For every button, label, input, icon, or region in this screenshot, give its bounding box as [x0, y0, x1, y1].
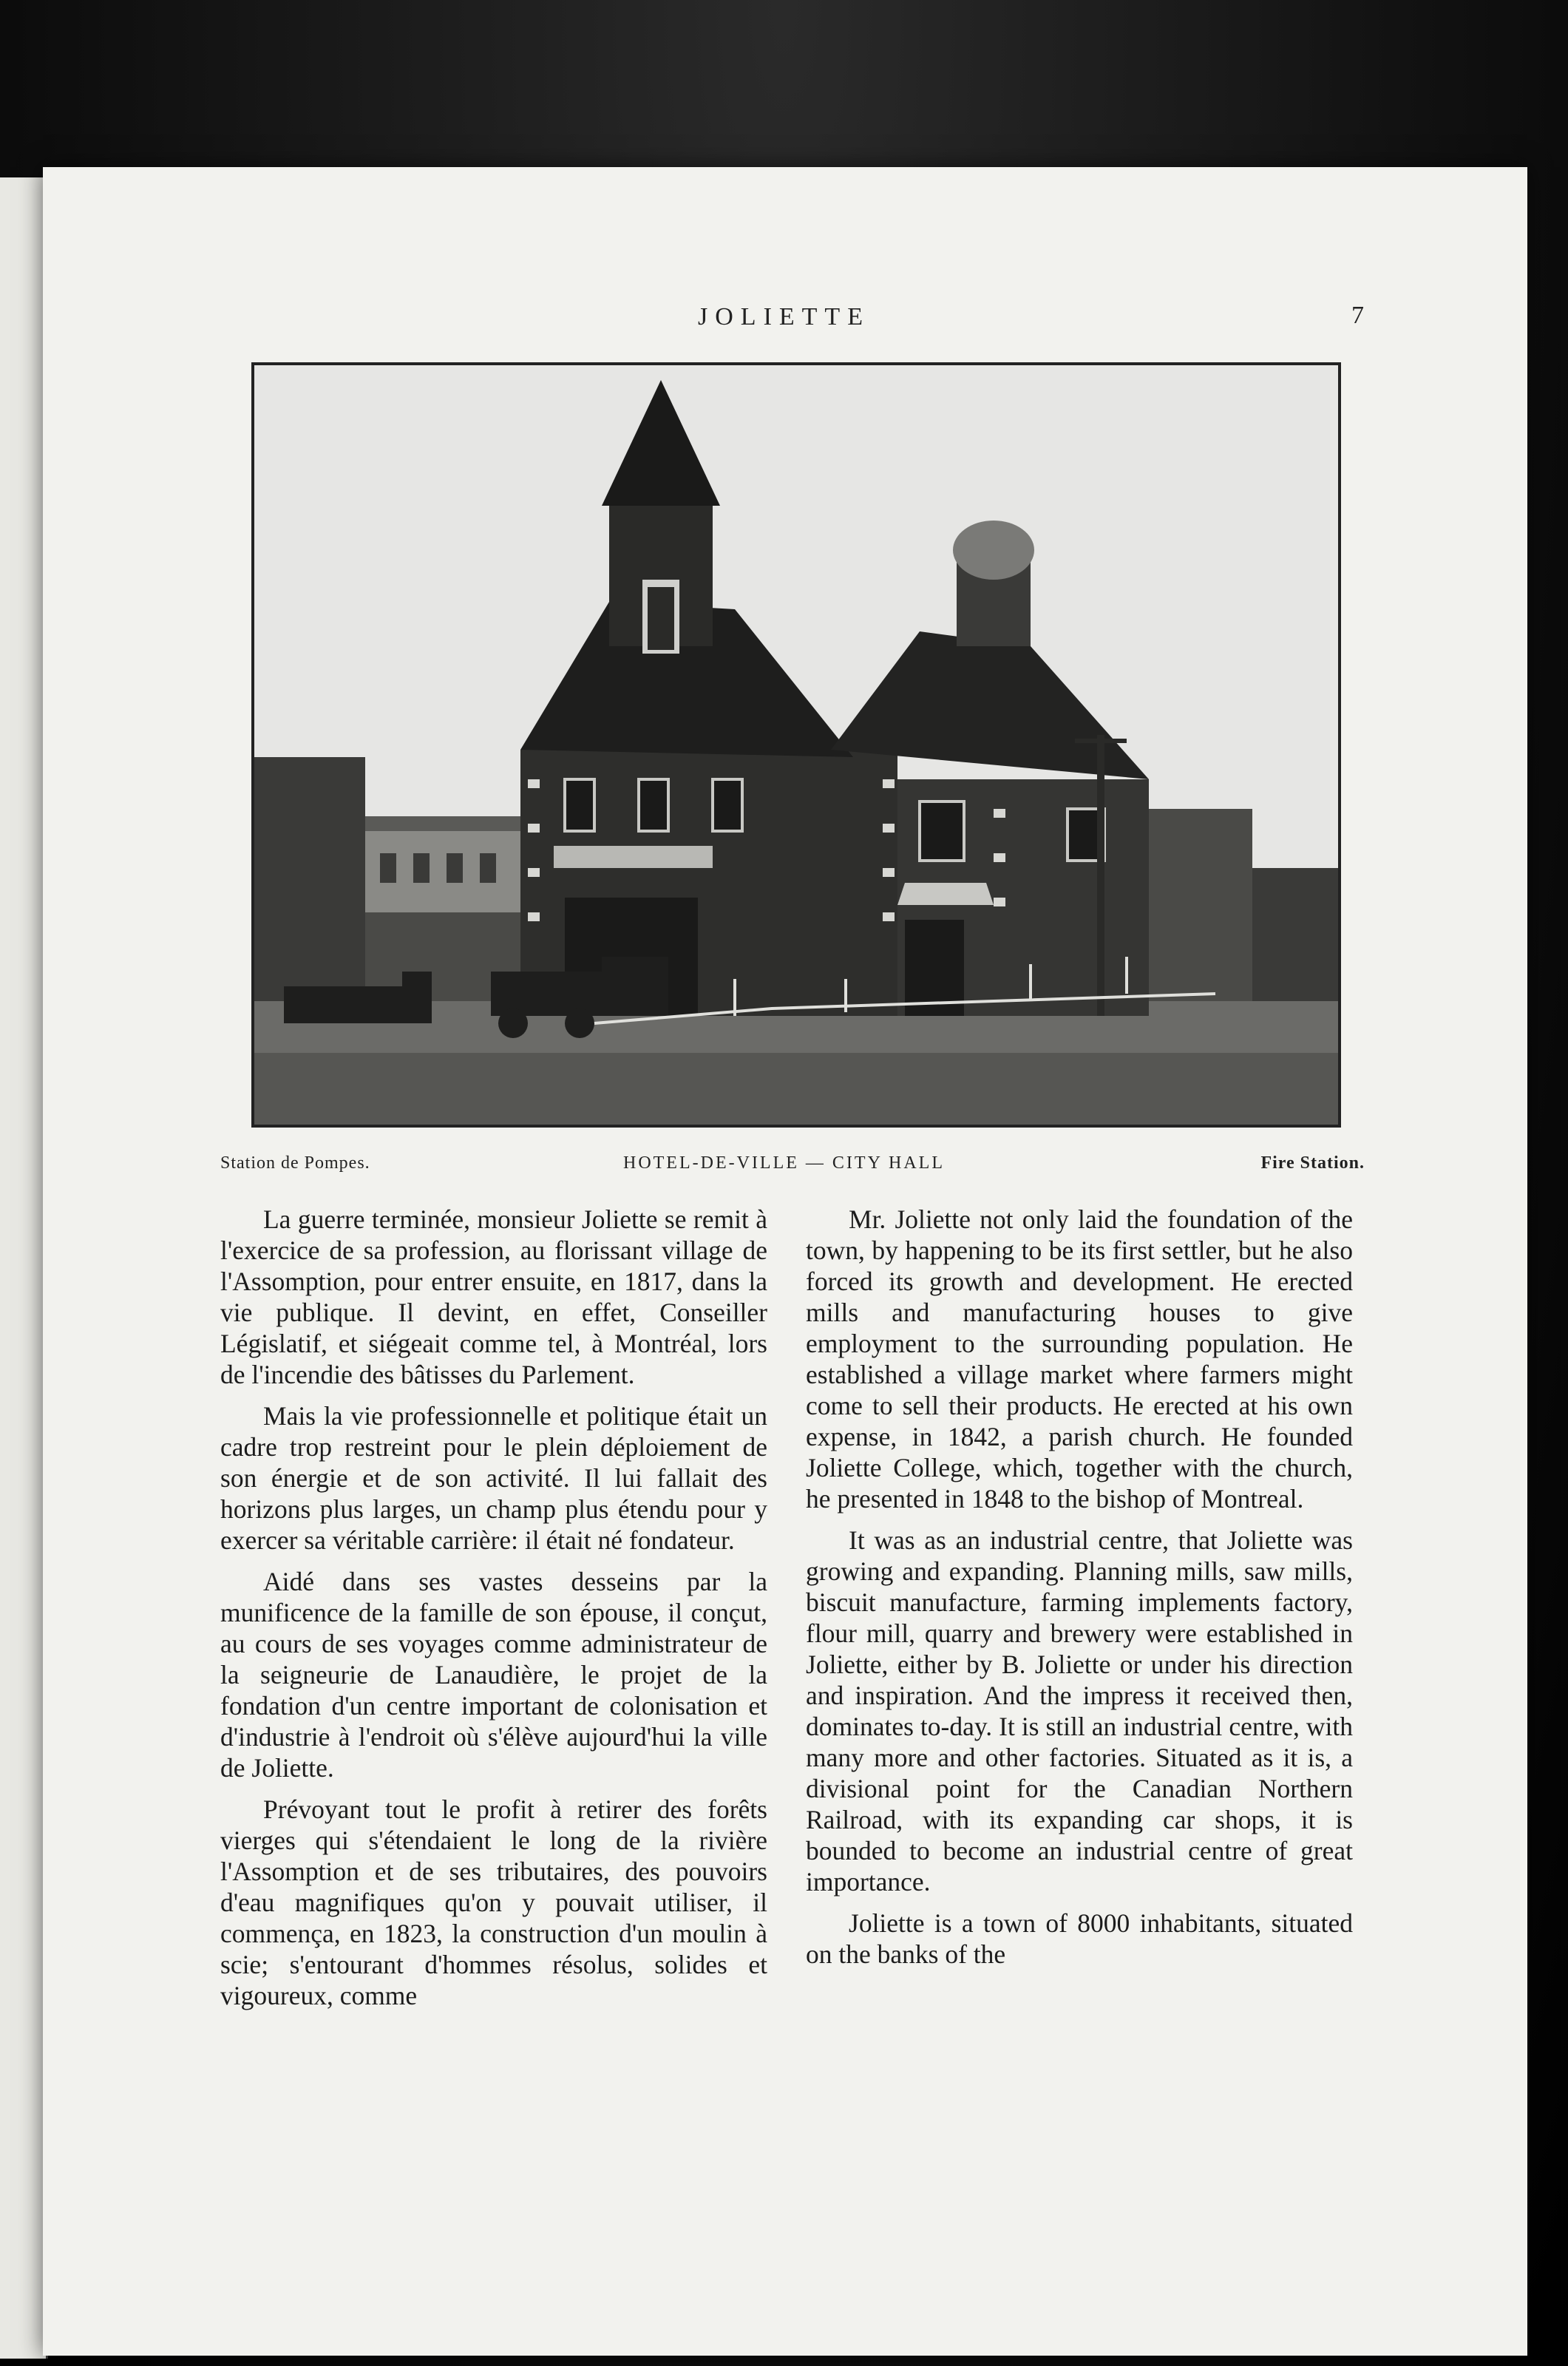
paragraph: Aidé dans ses vastes desseins par la munificence de la famille de son épouse, il conçut, au cours de ses voyages comme administrateur de la seigneurie de Lanaudière, le projet de la fondation d'un centre important de colonisation et d'industrie à l'endroit où s'élève aujourd'hui la ville de Joliette.	[220, 1567, 767, 1783]
city-hall-photograph	[251, 362, 1341, 1128]
english-text-column	[806, 1204, 1353, 1980]
caption-left: Station de Pompes.	[220, 1153, 370, 1173]
paragraph: It was as an industrial centre, that Joliette was growing and expanding. Planning mills, saw mills, biscuit manufacture, farming implements factory, flour mill, quarry and brewery were established in Joliette, either by B. Joliette or under his direction and inspiration. And the impress it received then, dominates to-day. It is still an industrial centre, with many more and other factories. Situated as it is, a divisional point for the Canadian Northern Railroad, with its expanding car shops, it is bounded to become an industrial centre of great importance.	[806, 1525, 1353, 1896]
paragraph: Joliette is a town of 8000 inhabitants, situated on the banks of the	[806, 1908, 1353, 1969]
paragraph: Mais la vie professionnelle et politique était un cadre trop restreint pour le plein déploiement de son énergie et de son activité. Il lui fallait des horizons plus larges, un champ plus étendu pour y exercer sa véritable carrière: il était né fondateur.	[220, 1401, 767, 1555]
caption-center: HOTEL-DE-VILLE — CITY HALL	[622, 1153, 945, 1173]
adjacent-page-edge	[0, 177, 48, 2359]
paragraph: La guerre terminée, monsieur Joliette se remit à l'exercice de sa profession, au florissant village de l'Assomption, pour entrer ensuite, en 1817, dans la vie publique. Il devint, en effet, Conseiller Législatif, et siégeait comme tel, à Montréal, lors de l'incendie des bâtisses du Parlement.	[220, 1204, 767, 1389]
paragraph: Prévoyant tout le profit à retirer des forêts vierges qui s'étendaient le long de la rivière l'Assomption et de ses tributaires, des pouvoirs d'eau magnifiques qu'on y pouvait utiliser, il commença, en 1823, la construction d'un moulin à scie; s'entourant d'hommes résolus, solides et vigoureux, comme	[220, 1794, 767, 2010]
running-title: JOLIETTE	[698, 303, 870, 331]
page-number: 7	[1351, 302, 1364, 329]
caption-right: Fire Station.	[1260, 1153, 1365, 1173]
paragraph: Mr. Joliette not only laid the foundation of the town, by happening to be its first settler, but he also forced its growth and development. He erected mills and manufacturing houses to give employment to the surrounding population. He established a village market where farmers might come to sell their products. He erected at his own expense, in 1842, a parish church. He founded Joliette College, which, together with the church, he presented in 1848 to the bishop of Montreal.	[806, 1204, 1353, 1514]
city-hall-illustration	[254, 365, 1338, 1125]
french-text-column	[220, 1204, 767, 2021]
